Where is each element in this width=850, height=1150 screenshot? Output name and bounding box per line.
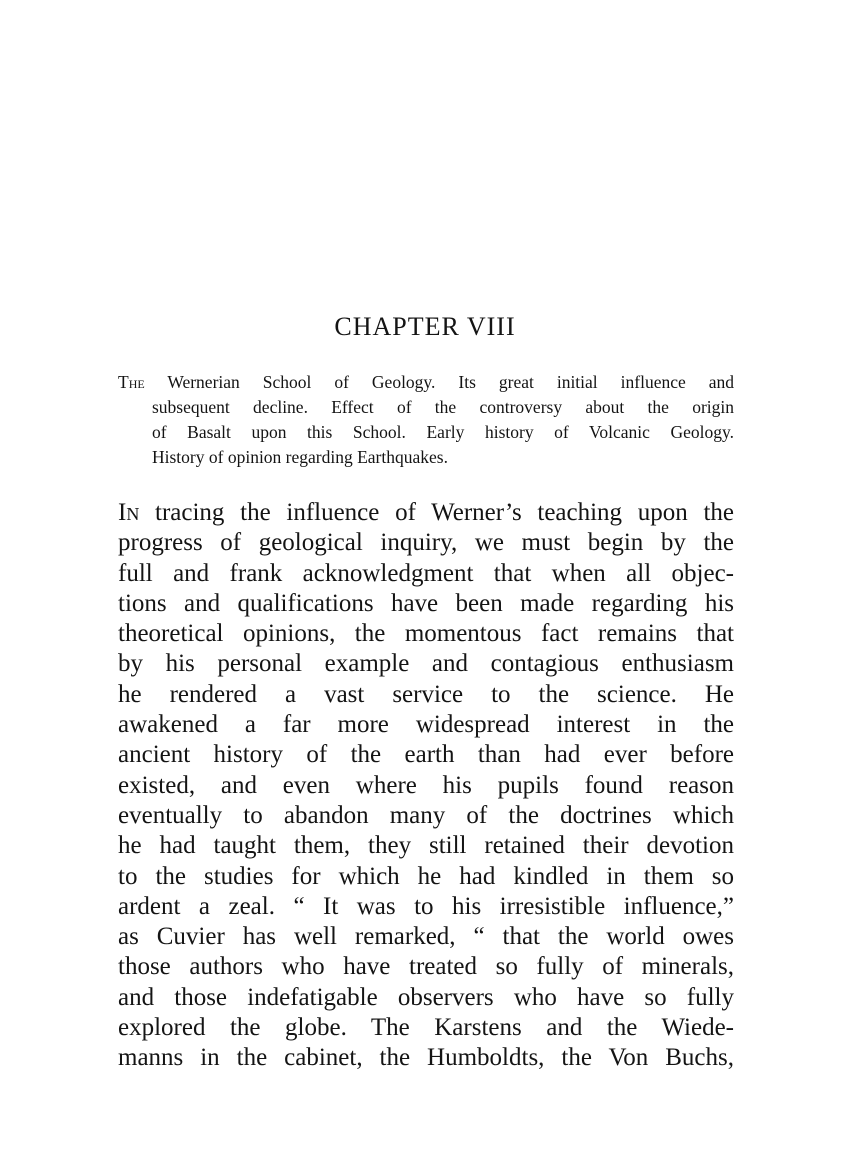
body-line: those authors who have treated so fully of minerals, bbox=[118, 953, 734, 981]
body-line: tions and qualifications have been made regarding his bbox=[118, 589, 734, 617]
synopsis-line-3: of Basalt upon this School. Early history of Volcanic Geology. bbox=[152, 422, 734, 442]
chapter-synopsis bbox=[118, 370, 734, 470]
body-line bbox=[118, 498, 734, 528]
body-line: and those indefatigable observers who have so fully bbox=[118, 983, 734, 1011]
chapter-title: CHAPTER VIII bbox=[334, 312, 516, 341]
synopsis-line-1-text: Wernerian School of Geology. Its great initial influence and bbox=[144, 372, 734, 392]
synopsis-line-1 bbox=[118, 370, 734, 395]
body-line: he had taught them, they still retained their devotion bbox=[118, 832, 734, 860]
body-line: manns in the cabinet, the Humboldts, the Von Buchs, bbox=[118, 1044, 734, 1072]
body-line: by his personal example and contagious enthusiasm bbox=[118, 650, 734, 678]
body-line: existed, and even where his pupils found reason bbox=[118, 771, 734, 799]
synopsis-line-2: subsequent decline. Effect of the controversy about the origin bbox=[152, 397, 734, 417]
body-line-1-text: tracing the influence of Werner’s teaching upon the bbox=[139, 499, 734, 526]
body-paragraph bbox=[118, 498, 734, 1074]
body-line: ardent a zeal. “ It was to his irresistible influence,” bbox=[118, 892, 734, 920]
body-line: to the studies for which he had kindled in them so bbox=[118, 862, 734, 890]
body-line: theoretical opinions, the momentous fact remains that bbox=[118, 620, 734, 648]
body-line: ancient history of the earth than had ever before bbox=[118, 741, 734, 769]
body-line: awakened a far more widespread interest in the bbox=[118, 711, 734, 739]
synopsis-line-4: History of opinion regarding Earthquakes. bbox=[152, 447, 448, 467]
body-lead-word: In bbox=[118, 499, 140, 526]
body-line: progress of geological inquiry, we must begin by the bbox=[118, 529, 734, 557]
synopsis-lead-word: The bbox=[118, 372, 145, 392]
body-line: explored the globe. The Karstens and the Wiede- bbox=[118, 1014, 734, 1042]
body-line: full and frank acknowledgment that when all objec- bbox=[118, 559, 734, 587]
body-line: eventually to abandon many of the doctrines which bbox=[118, 801, 734, 829]
body-line: he rendered a vast service to the science. He bbox=[118, 680, 734, 708]
body-line: as Cuvier has well remarked, “ that the world owes bbox=[118, 923, 734, 951]
